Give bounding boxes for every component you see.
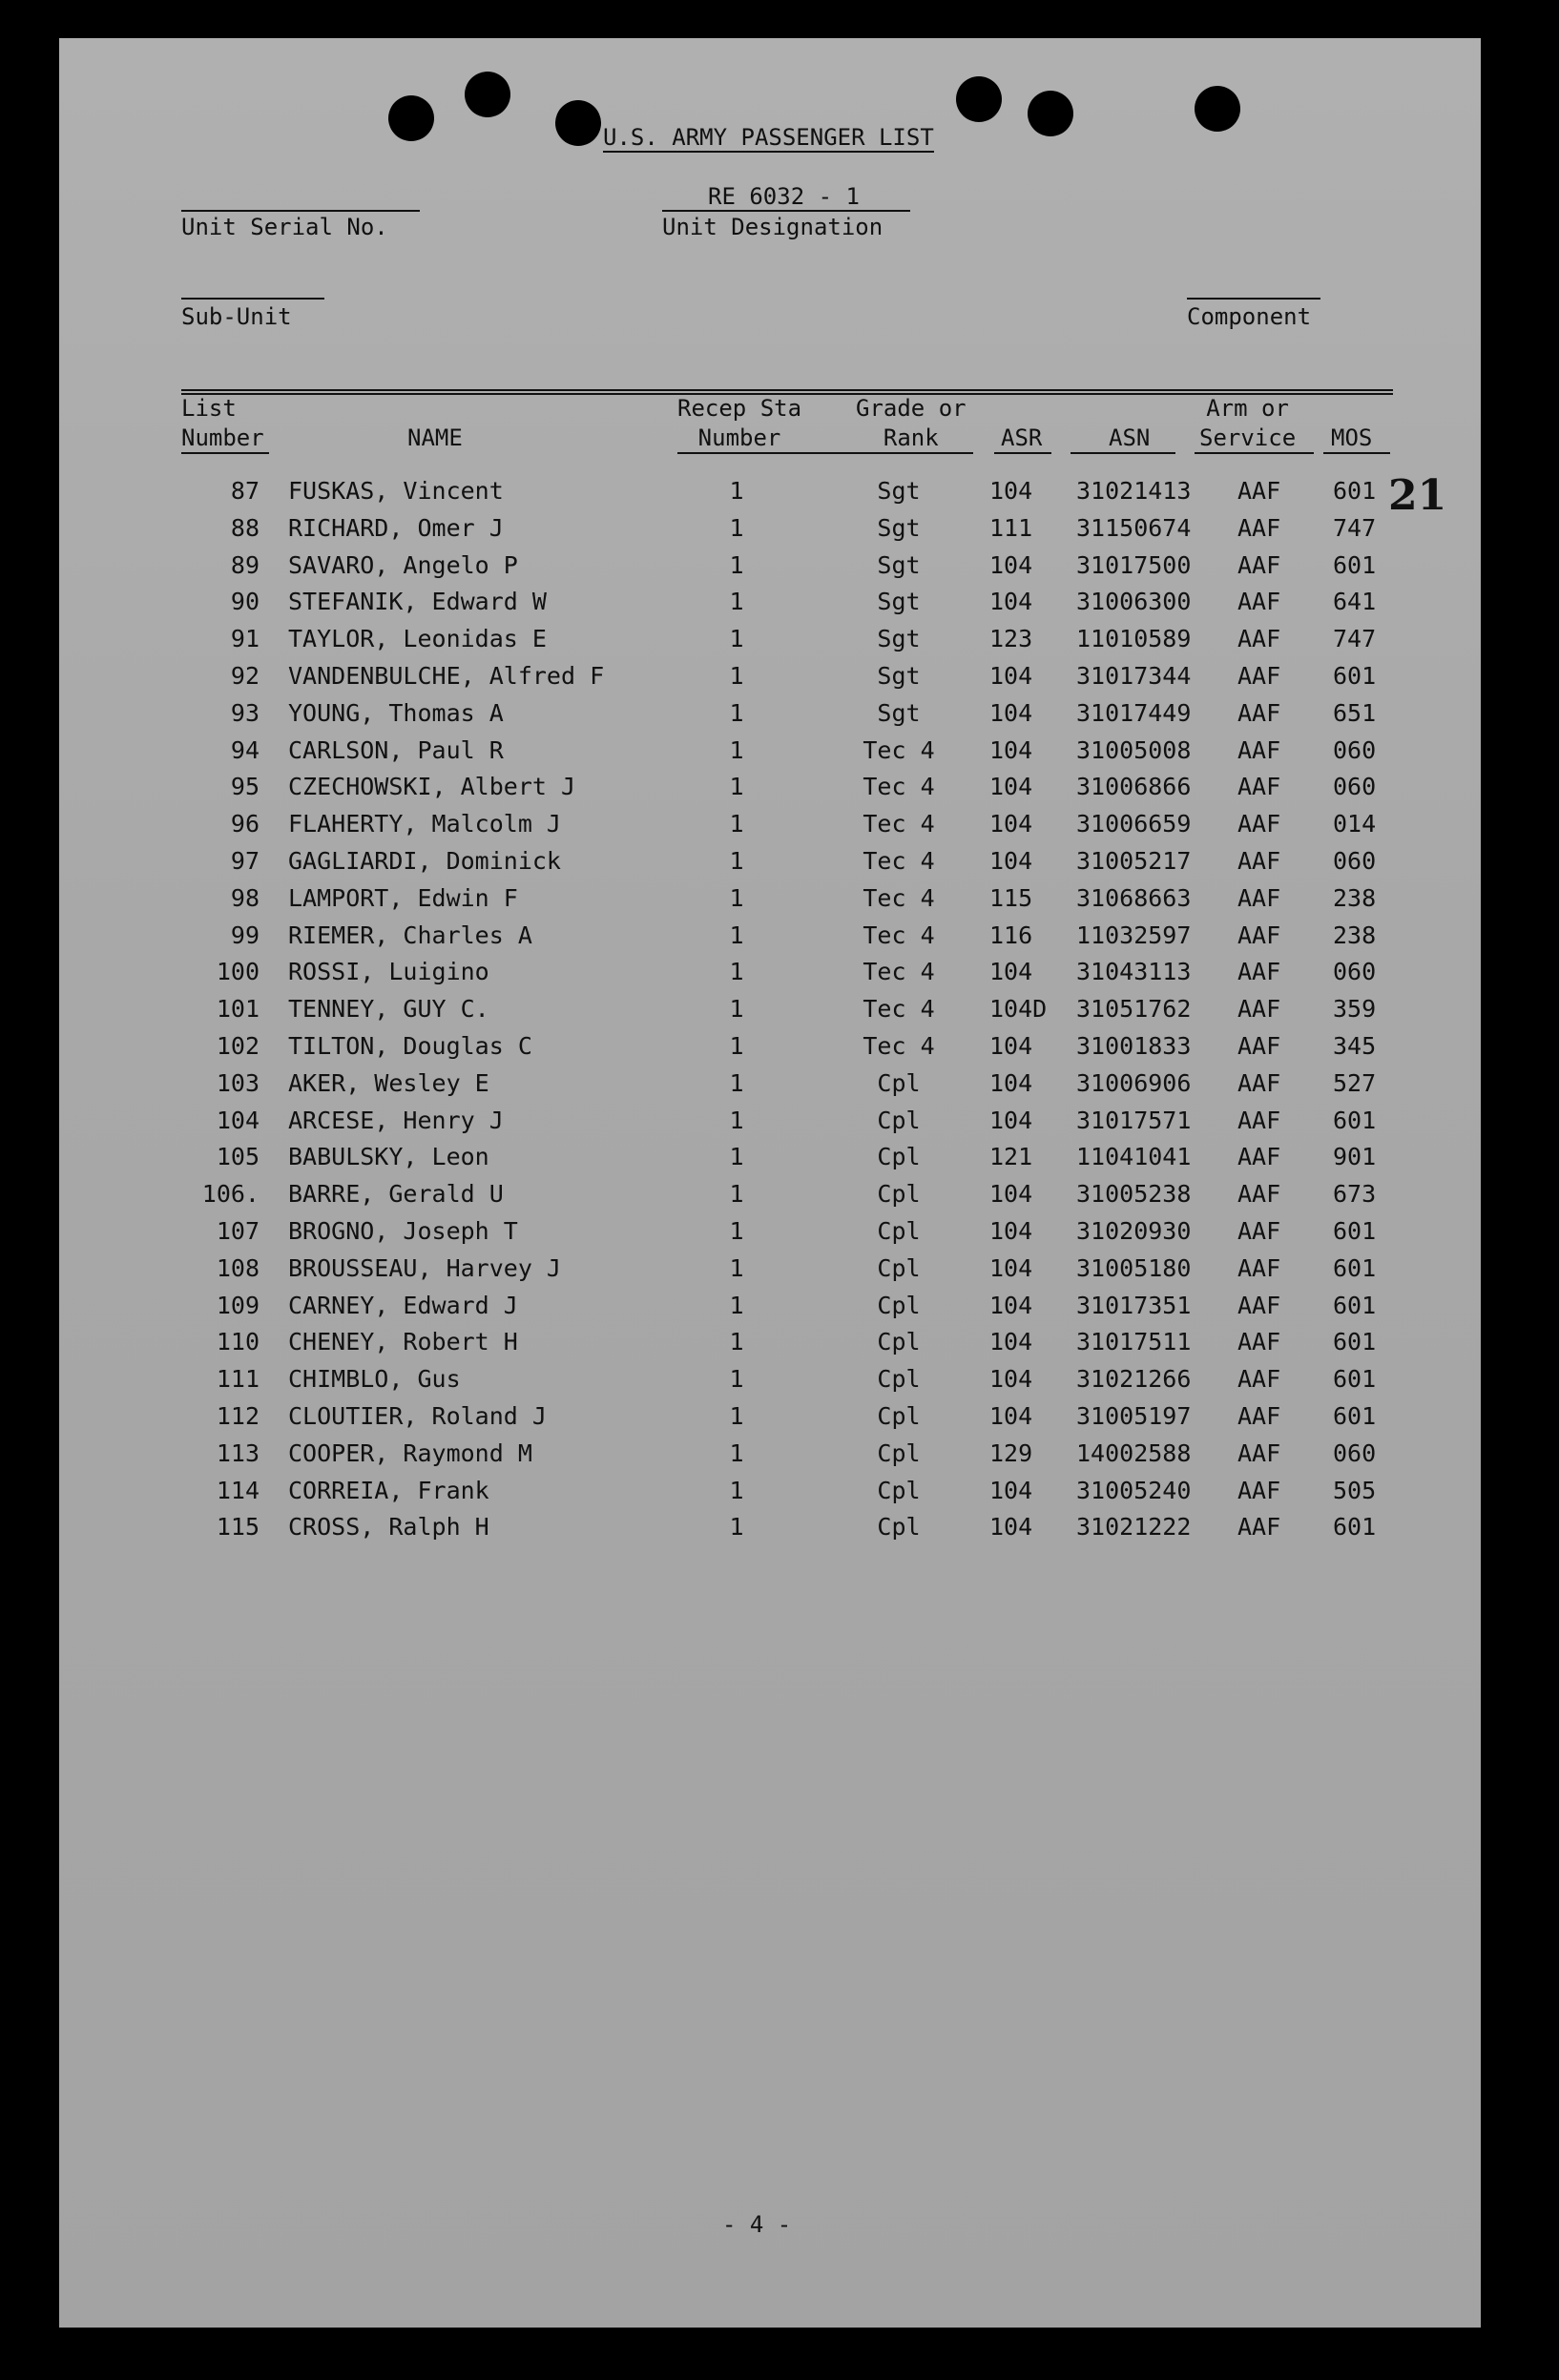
list-number: 108: [216, 1253, 260, 1282]
col-name: NAME: [407, 424, 463, 451]
list-number: 94: [230, 735, 260, 764]
col-mos: MOS: [1331, 424, 1373, 451]
arm-service: AAF: [1237, 1106, 1281, 1134]
list-number: 106.: [201, 1180, 260, 1209]
table-row: [59, 805, 1481, 843]
passenger-name: CARNEY, Edward J: [288, 1291, 518, 1319]
grade-rank: Cpl: [877, 1253, 921, 1282]
table-row: [59, 1287, 1481, 1325]
list-number: 90: [230, 588, 260, 616]
asn: 31017571: [1076, 1106, 1192, 1134]
list-number: 87: [230, 477, 260, 505]
grade-rank: Tec 4: [863, 883, 935, 912]
table-row: [59, 1435, 1481, 1473]
list-number: 89: [230, 550, 260, 579]
asn: 31017511: [1076, 1328, 1192, 1356]
header-underline: [677, 452, 825, 454]
asr: 104: [989, 1476, 1033, 1504]
passenger-name: LAMPORT, Edwin F: [288, 883, 518, 912]
list-number: 103: [216, 1068, 260, 1097]
asr: 104: [989, 1365, 1033, 1394]
arm-service: AAF: [1237, 1253, 1281, 1282]
recep-sta-number: 1: [729, 958, 744, 986]
recep-sta-number: 1: [729, 1476, 744, 1504]
passenger-name: GAGLIARDI, Dominick: [288, 847, 561, 875]
sub-unit-label: Sub-Unit: [181, 303, 292, 330]
passenger-name: FLAHERTY, Malcolm J: [288, 810, 561, 838]
list-number: 105: [216, 1143, 260, 1171]
recep-sta-number: 1: [729, 735, 744, 764]
asn: 31068663: [1076, 883, 1192, 912]
table-row: [59, 990, 1481, 1028]
arm-service: AAF: [1237, 662, 1281, 690]
list-number: 110: [216, 1328, 260, 1356]
arm-service: AAF: [1237, 921, 1281, 949]
table-row: [59, 1472, 1481, 1510]
table-row: [59, 732, 1481, 770]
header-underline: [1195, 452, 1314, 454]
arm-service: AAF: [1237, 1438, 1281, 1467]
asr: 111: [989, 513, 1033, 542]
asn: 31021222: [1076, 1513, 1192, 1542]
arm-service: AAF: [1237, 810, 1281, 838]
passenger-list-page: [59, 38, 1481, 2328]
asr: 115: [989, 883, 1033, 912]
table-row: [59, 547, 1481, 585]
col-list-number: List Number: [181, 395, 264, 451]
col-recep-sta: Recep Sta Number: [677, 395, 802, 451]
mos: 238: [1333, 921, 1377, 949]
recep-sta-number: 1: [729, 1143, 744, 1171]
asn: 14002588: [1076, 1438, 1192, 1467]
stamped-number: 21: [1388, 471, 1447, 520]
arm-service: AAF: [1237, 1068, 1281, 1097]
passenger-name: COOPER, Raymond M: [288, 1438, 532, 1467]
list-number: 99: [230, 921, 260, 949]
table-row: [59, 1360, 1481, 1398]
mos: 345: [1333, 1032, 1377, 1060]
asn: 31006300: [1076, 588, 1192, 616]
table-row: [59, 1397, 1481, 1436]
asr: 104: [989, 1291, 1033, 1319]
asn: 31005217: [1076, 847, 1192, 875]
table-row: [59, 509, 1481, 548]
arm-service: AAF: [1237, 698, 1281, 727]
grade-rank: Cpl: [877, 1068, 921, 1097]
recep-sta-number: 1: [729, 1106, 744, 1134]
asn: 31005197: [1076, 1402, 1192, 1430]
mos: 673: [1333, 1180, 1377, 1209]
grade-rank: Cpl: [877, 1328, 921, 1356]
mos: 601: [1333, 477, 1377, 505]
component-label: Component: [1187, 303, 1312, 330]
mos: 060: [1333, 847, 1377, 875]
arm-service: AAF: [1237, 1180, 1281, 1209]
grade-rank: Cpl: [877, 1143, 921, 1171]
passenger-name: SAVARO, Angelo P: [288, 550, 518, 579]
grade-rank: Sgt: [877, 550, 921, 579]
arm-service: AAF: [1237, 477, 1281, 505]
asr: 116: [989, 921, 1033, 949]
passenger-name: YOUNG, Thomas A: [288, 698, 504, 727]
passenger-name: AKER, Wesley E: [288, 1068, 489, 1097]
passenger-name: CHIMBLO, Gus: [288, 1365, 461, 1394]
passenger-name: CLOUTIER, Roland J: [288, 1402, 547, 1430]
list-number: 112: [216, 1402, 260, 1430]
grade-rank: Sgt: [877, 477, 921, 505]
asr: 104: [989, 477, 1033, 505]
mos: 060: [1333, 958, 1377, 986]
recep-sta-number: 1: [729, 662, 744, 690]
unit-designation-value: RE 6032 - 1: [708, 183, 860, 210]
asn: 31005180: [1076, 1253, 1192, 1282]
punch-hole: [1195, 86, 1240, 132]
arm-service: AAF: [1237, 883, 1281, 912]
header-underline: [181, 452, 269, 454]
asn: 31006906: [1076, 1068, 1192, 1097]
arm-service: AAF: [1237, 1365, 1281, 1394]
passenger-name: BARRE, Gerald U: [288, 1180, 504, 1209]
arm-service: AAF: [1237, 1032, 1281, 1060]
arm-service: AAF: [1237, 1217, 1281, 1245]
asn: 31043113: [1076, 958, 1192, 986]
recep-sta-number: 1: [729, 1328, 744, 1356]
mos: 651: [1333, 698, 1377, 727]
asr: 104: [989, 847, 1033, 875]
passenger-name: BABULSKY, Leon: [288, 1143, 489, 1171]
arm-service: AAF: [1237, 1143, 1281, 1171]
asr: 121: [989, 1143, 1033, 1171]
divider: [181, 298, 324, 300]
recep-sta-number: 1: [729, 1513, 744, 1542]
asr: 104: [989, 550, 1033, 579]
unit-serial-label: Unit Serial No.: [181, 214, 388, 240]
mos: 601: [1333, 550, 1377, 579]
mos: 601: [1333, 1106, 1377, 1134]
passenger-name: TAYLOR, Leonidas E: [288, 625, 547, 653]
mos: 901: [1333, 1143, 1377, 1171]
mos: 601: [1333, 662, 1377, 690]
recep-sta-number: 1: [729, 1291, 744, 1319]
arm-service: AAF: [1237, 773, 1281, 801]
asn: 31006659: [1076, 810, 1192, 838]
asr: 104: [989, 1253, 1033, 1282]
passenger-name: RIEMER, Charles A: [288, 921, 532, 949]
recep-sta-number: 1: [729, 773, 744, 801]
asn: 31021413: [1076, 477, 1192, 505]
col-arm-service: Arm or Service: [1199, 395, 1297, 451]
asr: 123: [989, 625, 1033, 653]
asr: 104: [989, 588, 1033, 616]
passenger-name: CARLSON, Paul R: [288, 735, 504, 764]
recep-sta-number: 1: [729, 1438, 744, 1467]
recep-sta-number: 1: [729, 883, 744, 912]
mos: 060: [1333, 1438, 1377, 1467]
asr: 104: [989, 735, 1033, 764]
asr: 104D: [989, 995, 1048, 1024]
arm-service: AAF: [1237, 625, 1281, 653]
asn: 31001833: [1076, 1032, 1192, 1060]
grade-rank: Tec 4: [863, 921, 935, 949]
divider: [662, 210, 910, 212]
header-underline: [994, 452, 1051, 454]
table-row: [59, 917, 1481, 955]
table-row: [59, 472, 1481, 510]
arm-service: AAF: [1237, 1513, 1281, 1542]
asn: 31006866: [1076, 773, 1192, 801]
mos: 601: [1333, 1217, 1377, 1245]
asr: 104: [989, 1402, 1033, 1430]
list-number: 102: [216, 1032, 260, 1060]
mos: 601: [1333, 1291, 1377, 1319]
asr: 104: [989, 958, 1033, 986]
grade-rank: Tec 4: [863, 847, 935, 875]
table-row: [59, 1323, 1481, 1361]
list-number: 114: [216, 1476, 260, 1504]
grade-rank: Tec 4: [863, 810, 935, 838]
list-number: 96: [230, 810, 260, 838]
asn: 11041041: [1076, 1143, 1192, 1171]
asn: 31017500: [1076, 550, 1192, 579]
mos: 601: [1333, 1402, 1377, 1430]
mos: 747: [1333, 513, 1377, 542]
passenger-name: CZECHOWSKI, Albert J: [288, 773, 576, 801]
arm-service: AAF: [1237, 550, 1281, 579]
asn: 31020930: [1076, 1217, 1192, 1245]
list-number: 109: [216, 1291, 260, 1319]
list-number: 113: [216, 1438, 260, 1467]
table-row: [59, 1212, 1481, 1251]
list-number: 98: [230, 883, 260, 912]
asr: 104: [989, 1106, 1033, 1134]
table-row: [59, 1027, 1481, 1066]
punch-hole: [956, 76, 1002, 122]
grade-rank: Tec 4: [863, 735, 935, 764]
col-grade: Grade or Rank: [856, 395, 967, 451]
grade-rank: Cpl: [877, 1291, 921, 1319]
asr: 104: [989, 1217, 1033, 1245]
asr: 104: [989, 662, 1033, 690]
divider: [1187, 298, 1320, 300]
list-number: 91: [230, 625, 260, 653]
table-row: [59, 1138, 1481, 1176]
punch-hole: [465, 72, 510, 117]
passenger-name: STEFANIK, Edward W: [288, 588, 547, 616]
mos: 060: [1333, 735, 1377, 764]
list-number: 115: [216, 1513, 260, 1542]
table-header-rule: [181, 389, 1393, 391]
asn: 31051762: [1076, 995, 1192, 1024]
asn: 11010589: [1076, 625, 1192, 653]
recep-sta-number: 1: [729, 550, 744, 579]
asn: 31017344: [1076, 662, 1192, 690]
grade-rank: Sgt: [877, 698, 921, 727]
table-row: [59, 1065, 1481, 1103]
recep-sta-number: 1: [729, 1402, 744, 1430]
arm-service: AAF: [1237, 847, 1281, 875]
asr: 104: [989, 1032, 1033, 1060]
list-number: 104: [216, 1106, 260, 1134]
asr: 104: [989, 810, 1033, 838]
mos: 601: [1333, 1328, 1377, 1356]
asn: 31005238: [1076, 1180, 1192, 1209]
recep-sta-number: 1: [729, 921, 744, 949]
list-number: 100: [216, 958, 260, 986]
passenger-name: CHENEY, Robert H: [288, 1328, 518, 1356]
col-asn: ASN: [1109, 424, 1151, 451]
asr: 104: [989, 1068, 1033, 1097]
mos: 527: [1333, 1068, 1377, 1097]
recep-sta-number: 1: [729, 588, 744, 616]
grade-rank: Cpl: [877, 1106, 921, 1134]
mos: 238: [1333, 883, 1377, 912]
arm-service: AAF: [1237, 513, 1281, 542]
list-number: 101: [216, 995, 260, 1024]
asn: 11032597: [1076, 921, 1192, 949]
passenger-name: ROSSI, Luigino: [288, 958, 489, 986]
grade-rank: Cpl: [877, 1438, 921, 1467]
asr: 104: [989, 1328, 1033, 1356]
recep-sta-number: 1: [729, 1032, 744, 1060]
table-row: [59, 1102, 1481, 1140]
passenger-name: VANDENBULCHE, Alfred F: [288, 662, 605, 690]
asr: 104: [989, 698, 1033, 727]
grade-rank: Tec 4: [863, 773, 935, 801]
recep-sta-number: 1: [729, 995, 744, 1024]
asn: 31150674: [1076, 513, 1192, 542]
grade-rank: Sgt: [877, 662, 921, 690]
list-number: 107: [216, 1217, 260, 1245]
list-number: 92: [230, 662, 260, 690]
recep-sta-number: 1: [729, 477, 744, 505]
grade-rank: Sgt: [877, 513, 921, 542]
table-row: [59, 583, 1481, 621]
recep-sta-number: 1: [729, 1068, 744, 1097]
asn: 31005240: [1076, 1476, 1192, 1504]
arm-service: AAF: [1237, 995, 1281, 1024]
asr: 129: [989, 1438, 1033, 1467]
asr: 104: [989, 1180, 1033, 1209]
table-row: [59, 1175, 1481, 1213]
passenger-name: BROGNO, Joseph T: [288, 1217, 518, 1245]
mos: 359: [1333, 995, 1377, 1024]
arm-service: AAF: [1237, 1328, 1281, 1356]
recep-sta-number: 1: [729, 1365, 744, 1394]
mos: 601: [1333, 1253, 1377, 1282]
list-number: 111: [216, 1365, 260, 1394]
table-row: [59, 1508, 1481, 1546]
passenger-name: ARCESE, Henry J: [288, 1106, 504, 1134]
recep-sta-number: 1: [729, 810, 744, 838]
grade-rank: Cpl: [877, 1476, 921, 1504]
table-row: [59, 1250, 1481, 1288]
arm-service: AAF: [1237, 1476, 1281, 1504]
grade-rank: Cpl: [877, 1513, 921, 1542]
recep-sta-number: 1: [729, 847, 744, 875]
col-asr: ASR: [1001, 424, 1043, 451]
passenger-name: BROUSSEAU, Harvey J: [288, 1253, 561, 1282]
list-number: 97: [230, 847, 260, 875]
grade-rank: Sgt: [877, 625, 921, 653]
passenger-name: CROSS, Ralph H: [288, 1513, 489, 1542]
table-row: [59, 880, 1481, 918]
asn: 31017351: [1076, 1291, 1192, 1319]
unit-designation-label: Unit Designation: [662, 214, 883, 240]
mos: 601: [1333, 1365, 1377, 1394]
arm-service: AAF: [1237, 1291, 1281, 1319]
grade-rank: Sgt: [877, 588, 921, 616]
grade-rank: Cpl: [877, 1217, 921, 1245]
divider: [181, 210, 420, 212]
punch-hole: [388, 95, 434, 141]
punch-hole: [1028, 91, 1073, 136]
grade-rank: Tec 4: [863, 995, 935, 1024]
passenger-name: FUSKAS, Vincent: [288, 477, 504, 505]
passenger-name: TILTON, Douglas C: [288, 1032, 532, 1060]
punch-hole: [555, 100, 601, 146]
mos: 060: [1333, 773, 1377, 801]
list-number: 88: [230, 513, 260, 542]
grade-rank: Cpl: [877, 1180, 921, 1209]
mos: 641: [1333, 588, 1377, 616]
arm-service: AAF: [1237, 735, 1281, 764]
passenger-name: RICHARD, Omer J: [288, 513, 504, 542]
grade-rank: Cpl: [877, 1402, 921, 1430]
table-row: [59, 842, 1481, 880]
table-row: [59, 620, 1481, 658]
recep-sta-number: 1: [729, 698, 744, 727]
asn: 31017449: [1076, 698, 1192, 727]
recep-sta-number: 1: [729, 1253, 744, 1282]
table-row: [59, 694, 1481, 733]
recep-sta-number: 1: [729, 1180, 744, 1209]
asn: 31005008: [1076, 735, 1192, 764]
passenger-name: TENNEY, GUY C.: [288, 995, 489, 1024]
mos: 601: [1333, 1513, 1377, 1542]
document-title: U.S. ARMY PASSENGER LIST: [603, 124, 934, 151]
list-number: 95: [230, 773, 260, 801]
arm-service: AAF: [1237, 1402, 1281, 1430]
mos: 747: [1333, 625, 1377, 653]
header-underline: [825, 452, 973, 454]
header-underline: [1323, 452, 1390, 454]
asn: 31021266: [1076, 1365, 1192, 1394]
header-underline: [1071, 452, 1175, 454]
recep-sta-number: 1: [729, 625, 744, 653]
table-row: [59, 657, 1481, 695]
table-row: [59, 768, 1481, 806]
page-number: - 4 -: [722, 2211, 792, 2238]
arm-service: AAF: [1237, 588, 1281, 616]
asr: 104: [989, 773, 1033, 801]
mos: 014: [1333, 810, 1377, 838]
mos: 505: [1333, 1476, 1377, 1504]
recep-sta-number: 1: [729, 513, 744, 542]
grade-rank: Cpl: [877, 1365, 921, 1394]
arm-service: AAF: [1237, 958, 1281, 986]
list-number: 93: [230, 698, 260, 727]
passenger-name: CORREIA, Frank: [288, 1476, 489, 1504]
recep-sta-number: 1: [729, 1217, 744, 1245]
asr: 104: [989, 1513, 1033, 1542]
grade-rank: Tec 4: [863, 958, 935, 986]
grade-rank: Tec 4: [863, 1032, 935, 1060]
table-row: [59, 953, 1481, 991]
